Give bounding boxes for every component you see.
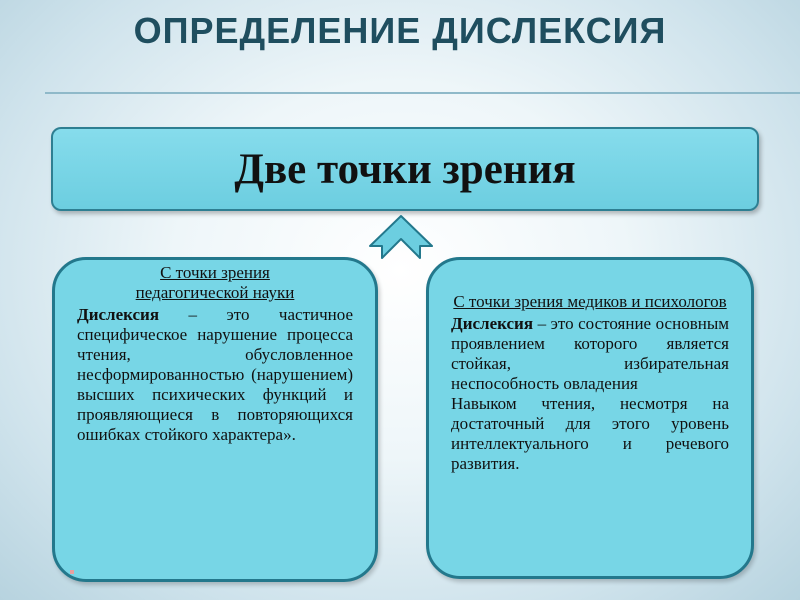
medical-definition — [451, 314, 729, 394]
medical-note: Навыком чтения, несмотря на достаточный для этого уровень интеллектуального и речевого развития. — [451, 394, 729, 473]
slide-title: ОПРЕДЕЛЕНИЕ ДИСЛЕКСИЯ — [133, 10, 667, 51]
banner-text: Две точки зрения — [234, 145, 576, 193]
pedagogical-term: Дислексия — [77, 305, 160, 324]
pedagogical-definition — [77, 305, 353, 445]
pedagogical-viewpoint-card — [52, 257, 378, 582]
medical-term: Дислексия — [451, 314, 534, 333]
page-marker — [70, 570, 74, 574]
medical-heading: С точки зрения медиков и психологов — [453, 292, 727, 311]
medical-definition-text: – это состояние основным проявлением которого является стойкая, избирательная неспособность овладения — [451, 314, 729, 393]
pedagogical-definition-text: – это частичное специфическое нарушение процесса чтения, обусловленное несформированностью (нарушением) высших психических функций и проявляющиеся в повторяющихся ошибках стойкого характера». — [77, 305, 353, 444]
up-chevron-arrow-icon — [368, 214, 434, 260]
pedagogical-heading-line1: С точки зрения — [160, 263, 270, 282]
banner-two-viewpoints — [51, 127, 759, 211]
pedagogical-heading — [77, 263, 353, 303]
title-divider — [45, 92, 800, 94]
pedagogical-heading-line2: педагогической науки — [135, 283, 295, 302]
medical-viewpoint-card — [426, 257, 754, 579]
